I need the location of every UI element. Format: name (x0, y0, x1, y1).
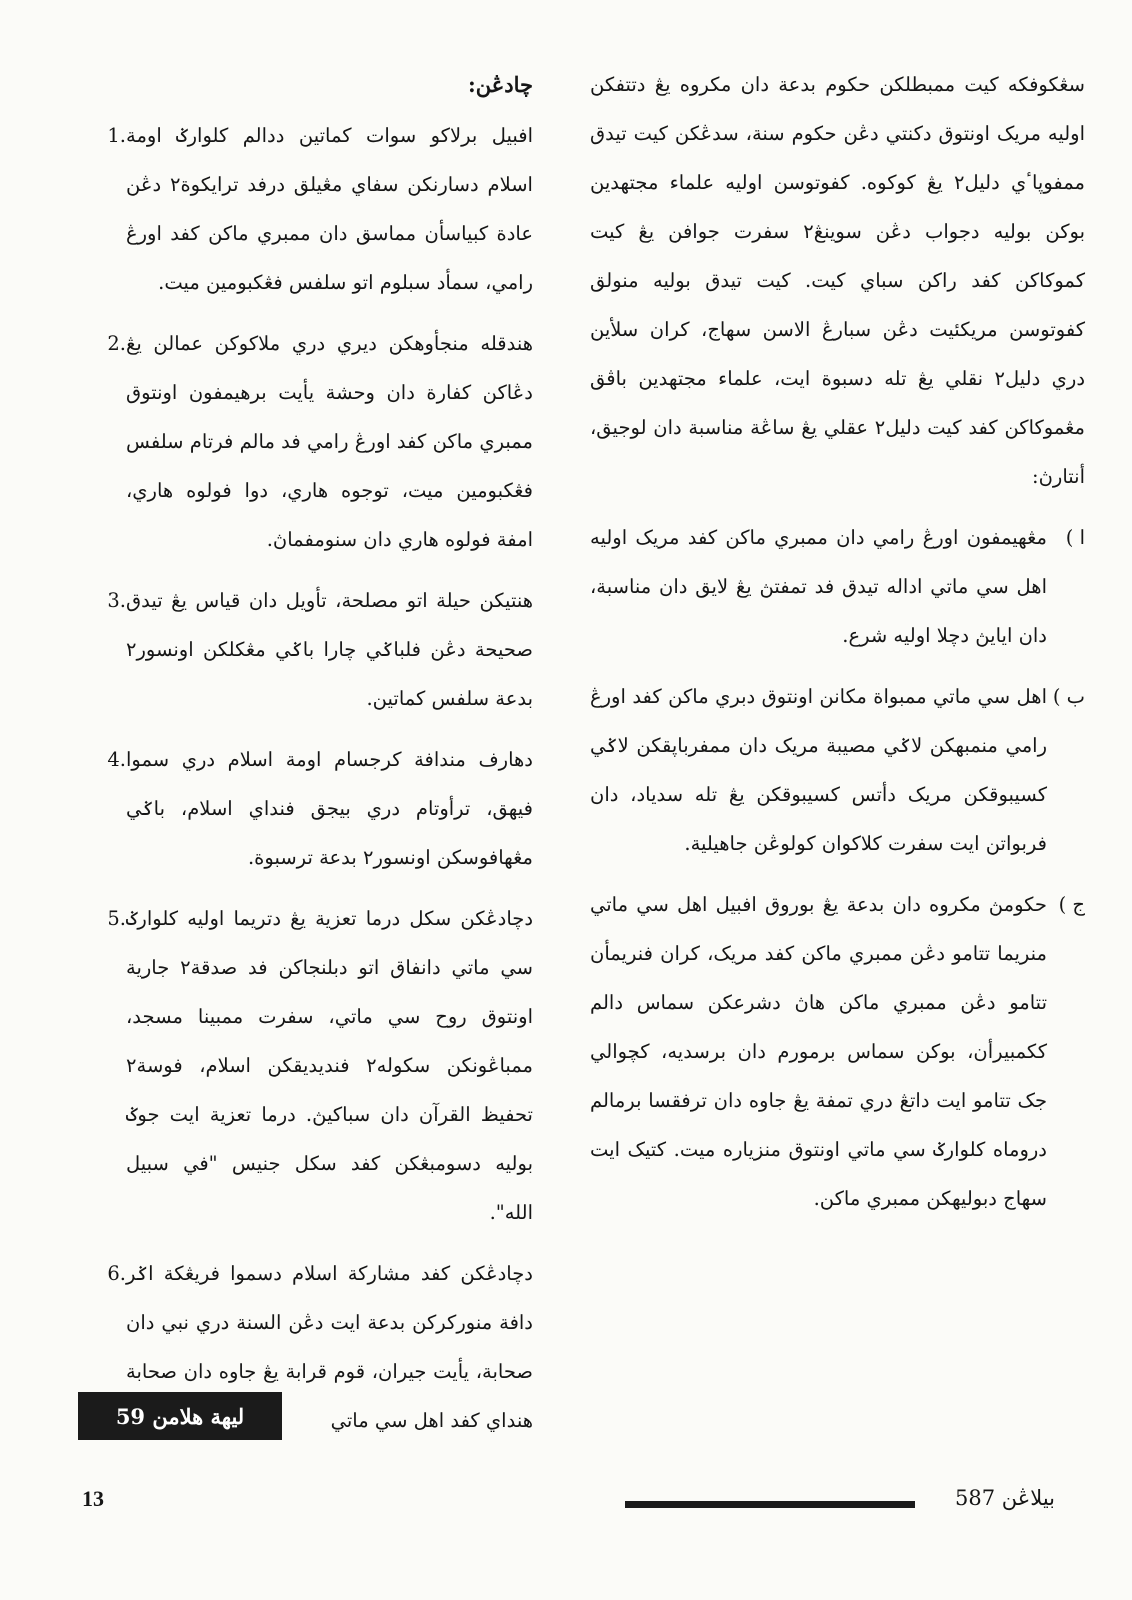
list-marker: ا ) (1065, 526, 1085, 549)
item-number: 1. (107, 124, 126, 147)
intro-paragraph: سڠکوفکه کيت ممبطلکن حکوم بدعة دان مکروه يڠ دتتفکن اوليه مريک اونتوق دکنتي دڠن حکوم سنة، سدڠکن کيت تيدق ممفوڽاٴي دليل٢ يڠ کوکوه. کفوتوسن اوليه علماء مجتهدين بوکن بوليه دجواب دڠن سوينڠ٢ سفرت جوافن يڠ کيت کموکاکن کفد راکن سباي کيت. کيت تيدق بوليه منولق کفوتوسن مريکئيت دڠن سبارڠ الاسن سهاج، کران سلأين دري دليل٢ نقلي يڠ تله دسبوة ايت، علماء مجتهدين باڤق مڠموکاکن کفد کيت دليل٢ عقلي يڠ ساڠة مناسبة دان لوجيق، أنتارڽ: (590, 73, 1086, 488)
numbered-item-text: هنتيکن حيلة اتو مصلحة، تأويل دان قياس يڠ تيدق صحيحة دڠن فلباݢي چارا باݢي مڠکلکن اونسور٢ بدعة سلفس کماتين. (126, 589, 533, 710)
left-column (78, 60, 533, 1457)
list-marker: ج ) (1058, 893, 1085, 916)
footer-rule (625, 1501, 915, 1508)
item-number: 4. (107, 748, 126, 771)
list-marker: ب ) (1052, 685, 1085, 708)
numbered-item-3 (78, 576, 533, 723)
list-item-c (590, 880, 1085, 1223)
item-number: 3. (107, 589, 126, 612)
numbered-item-2 (78, 319, 533, 564)
item-number: 2. (107, 332, 126, 355)
issue-number: بيلاڠن 587 (955, 1486, 1055, 1510)
numbered-item-5 (78, 894, 533, 1237)
page-title-box: ليهة هلامن 59 (78, 1392, 282, 1440)
right-column (590, 60, 1085, 1223)
list-item-text: حکومڽ مکروه دان بدعة يڠ بوروق افبيل اهل سي ماتي منريما تتامو دڠن ممبري ماکن کفد مريک، کران فنريمأن تتامو دڠن ممبري ماکن هاڽ دشرعکن سماس دالم ککمبيرأن، بوکن سماس برمورم دان برسديه، کچوالي جک تتامو ايت داتڠ دري تمفة يڠ جاوه دان ترفقسا برمالم دروماه کلوارݢ سي ماتي اونتوق منزياره ميت. کتيک ايت سهاج دبوليهکن ممبري ماکن. (590, 893, 1047, 1210)
page-number: 13 (82, 1486, 104, 1511)
list-item-a (590, 513, 1085, 660)
numbered-item-text: دچادڠکن کفد مشارکة اسلام دسموا فريڠکة اݢر دافة منورکرکن بدعة ايت دڠن السنة دري نبي دان صحابة، يأيت جيران، قوم قرابة يڠ جاوه دان صحابة هنداي کفد اهل سي ماتي (126, 1262, 533, 1432)
numbered-item-1 (78, 111, 533, 307)
list-item-text: مڠهيمفون اورڠ رامي دان ممبري ماکن کفد مريک اوليه اهل سي ماتي اداله تيدق فد تمفتڽ يڠ لايق دان مناسبة، دان ايايڽ دچلا اوليه شرع. (590, 526, 1047, 647)
numbered-item-4 (78, 735, 533, 882)
numbered-item-text: دچادڠکن سکل درما تعزية يڠ دتريما اوليه کلوارݢ سي ماتي دانفاق اتو دبلنجاکن فد صدقة٢ جارية اونتوق روح سي ماتي، سفرت ممبينا مسجد، ممباڠونکن سکوله٢ فنديديقکن اسلام، فوسة٢ تحفيظ القرآن دان سباکيڽ. درما تعزية ايت جوݢ بوليه دسومبڠکن کفد سکل جنيس "في سبيل الله". (126, 907, 534, 1224)
list-item-text: اهل سي ماتي ممبواة مکانن اونتوق دبري ماکن کفد اورڠ رامي منمبهکن لاݢي مصيبة مريک دان ممفرباڽقکن لاݢي کسيبوقکن مريک دأتس کسيبوقکن يڠ تله سدياد، دان فربواتن ايت سفرت کلاکوان کولوڠن جاهيلية. (590, 685, 1047, 855)
numbered-item-text: افبيل برلاکو سوات کماتين ددالم کلوارݢ اومة اسلام دسارنکن سفاي مڠيلق درفد ترايکوة٢ دڠن عادة کبياسأن مماسق دان ممبري ماکن کفد اورڠ رامي، سمأد سبلوم اتو سلفس فڠکبومين ميت. (126, 124, 533, 294)
item-number: 5. (107, 907, 126, 930)
item-number: 6. (107, 1262, 126, 1285)
list-item-b (590, 672, 1085, 868)
numbered-item-text: دهارف مندافة کرجسام اومة اسلام دري سموا فيهق، ترأوتام دري بيجق فنداي اسلام، باݢي مڠهافوسکن اونسور٢ بدعة ترسبوة. (126, 748, 533, 869)
numbered-item-text: هندقله منجأوهکن ديري دري ملاکوکن عمالن يڠ دڠاکن کفارة دان وحشة يأيت برهيمفون اونتوق ممبري ماکن کفد اورڠ رامي فد مالم فرتام سلفس فڠکبومين ميت، توجوه هاري، دوا فولوه هاري، امفة فولوه هاري دان سنومفماڽ. (126, 332, 533, 551)
section-heading: چادڠن: (468, 72, 533, 97)
